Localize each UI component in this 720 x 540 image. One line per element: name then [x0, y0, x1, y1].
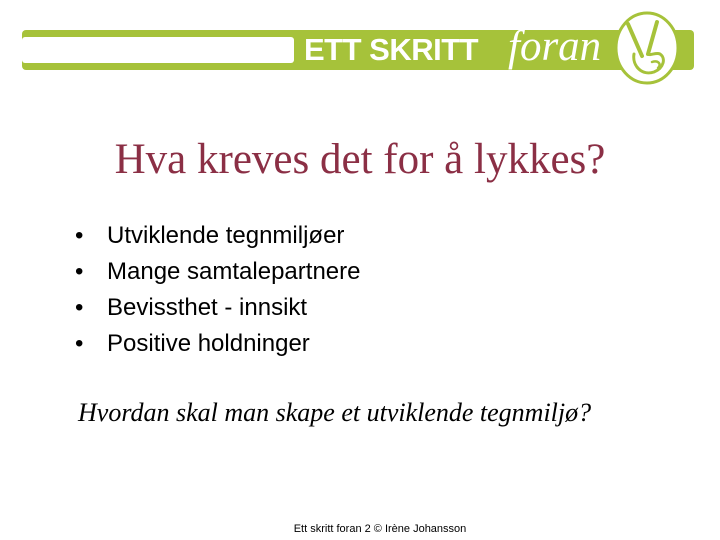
- bullet-dot: •: [75, 222, 84, 249]
- bullet-item: [72, 254, 360, 290]
- bullet-item: [72, 218, 360, 254]
- bullet-dot: •: [75, 258, 84, 285]
- slide-title: Hva kreves det for å lykkes?: [114, 136, 606, 183]
- bullet-text: Utviklende tegnmiljøer: [107, 222, 345, 249]
- brand-tagline: foran: [508, 23, 602, 70]
- bullet-dot: •: [75, 330, 84, 357]
- bullet-dot: •: [75, 294, 84, 321]
- bullet-list: [72, 218, 360, 362]
- bullet-text: Bevissthet - innsikt: [107, 294, 308, 321]
- bullet-item: [72, 326, 360, 362]
- bullet-item: [72, 290, 360, 326]
- brand-name: ETT SKRITT: [304, 32, 479, 67]
- bullet-text: Mange samtalepartnere: [107, 258, 361, 285]
- banner-white-band: [22, 37, 294, 63]
- victory-hand-icon: [612, 10, 684, 86]
- bullet-text: Positive holdninger: [107, 330, 310, 357]
- question-text: Hvordan skal man skape et utviklende tegnmiljø?: [78, 398, 592, 427]
- footer-text: Ett skritt foran 2 © Irène Johansson: [293, 523, 467, 535]
